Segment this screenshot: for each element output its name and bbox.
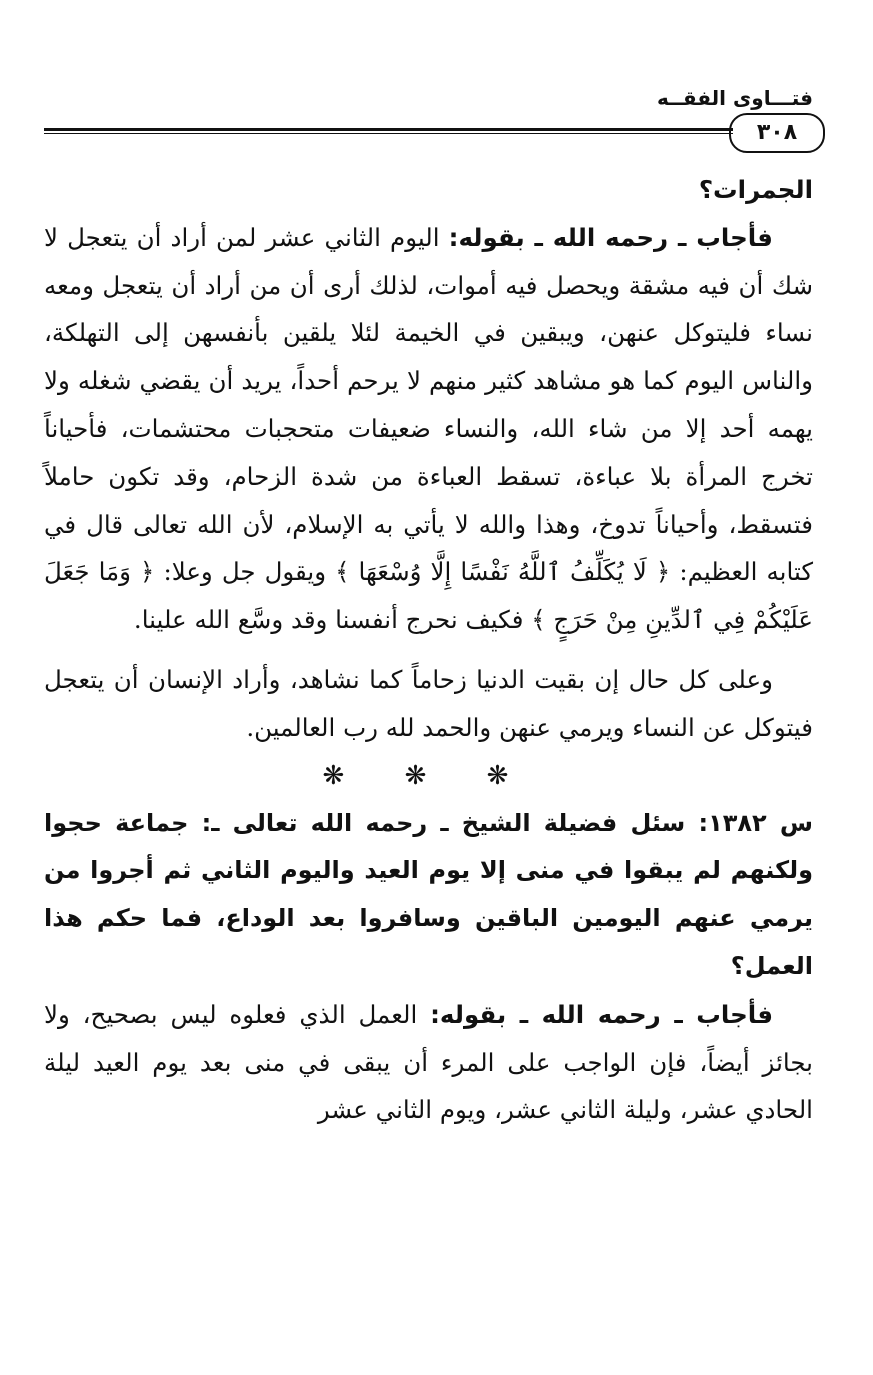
- page-number: ٣٠٨: [729, 113, 825, 153]
- running-header-title: فتـــاوى الفقــه: [657, 86, 813, 110]
- paragraph-gap: [44, 644, 813, 656]
- answer2-text: العمل الذي فعلوه ليس بصحيح، ولا بجائز أيضاً، فإن الواجب على المرء أن يبقى في منى بعد يوم العيد ليلة الحادي عشر، وليلة الثاني عشر، ويوم الثاني عشر: [44, 999, 813, 1125]
- page-body: [44, 166, 813, 1134]
- header-rule: [44, 128, 733, 131]
- answer-paragraph: [44, 214, 813, 644]
- section-separator: ❋ ❋ ❋: [322, 760, 535, 791]
- header-rule-thin: [44, 133, 733, 134]
- answer-prefix: فأجاب ـ رحمه الله ـ بقوله:: [448, 222, 773, 252]
- question-paragraph: س ١٣٨٢: سئل فضيلة الشيخ ـ رحمه الله تعالى ـ: جماعة حجوا ولكنهم لم يبقوا في منى إلا يوم العيد واليوم الثاني ثم أجروا من يرمي عنهم اليومين الباقين وسافروا بعد الوداع، فما حكم هذا العمل؟: [44, 808, 813, 980]
- answer2-prefix: فأجاب ـ رحمه الله ـ بقوله:: [430, 999, 773, 1029]
- answer2-paragraph: [44, 991, 813, 1134]
- answer-paragraph-2: وعلى كل حال إن بقيت الدنيا زحاماً كما نشاهد، وأراد الإنسان أن يتعجل فيتوكل عن النساء ويرمي عنهن والحمد لله رب العالمين.: [44, 664, 813, 742]
- opening-line: الجمرات؟: [698, 175, 813, 204]
- answer-text: اليوم الثاني عشر لمن أراد أن يتعجل لا شك أن فيه مشقة ويحصل فيه أموات، لذلك أرى أن من أراد أن يتعجل ومعه نساء فليتوكل عنهن، ويبقين في الخيمة لئلا يلقين بأنفسهن إلى التهلكة، والناس اليوم كما هو مشاهد كثير منهم لا يرحم أحداً، يريد أن يقضي شغله ولا يهمه أحد إلا من شاء الله، والنساء ضعيفات متحجبات محتشمات، فأحياناً تخرج المرأة بلا عباءة، تسقط العباءة من شدة الزحام، وقد تكون حاملاً فتسقط، وأحياناً تدوخ، وهذا والله لا يأتي به الإسلام، لأن الله تعالى قال في كتابه العظيم: ﴿ لَا يُكَلِّفُ ٱللَّهُ نَفْسًا إِلَّا وُسْعَهَا ﴾ ويقول جل وعلا: ﴿ وَمَا جَعَلَ عَلَيْكُمْ فِي ٱلدِّينِ مِنْ حَرَجٍ ﴾ فكيف نحرج أنفسنا وقد وسَّع الله علينا.: [44, 222, 813, 635]
